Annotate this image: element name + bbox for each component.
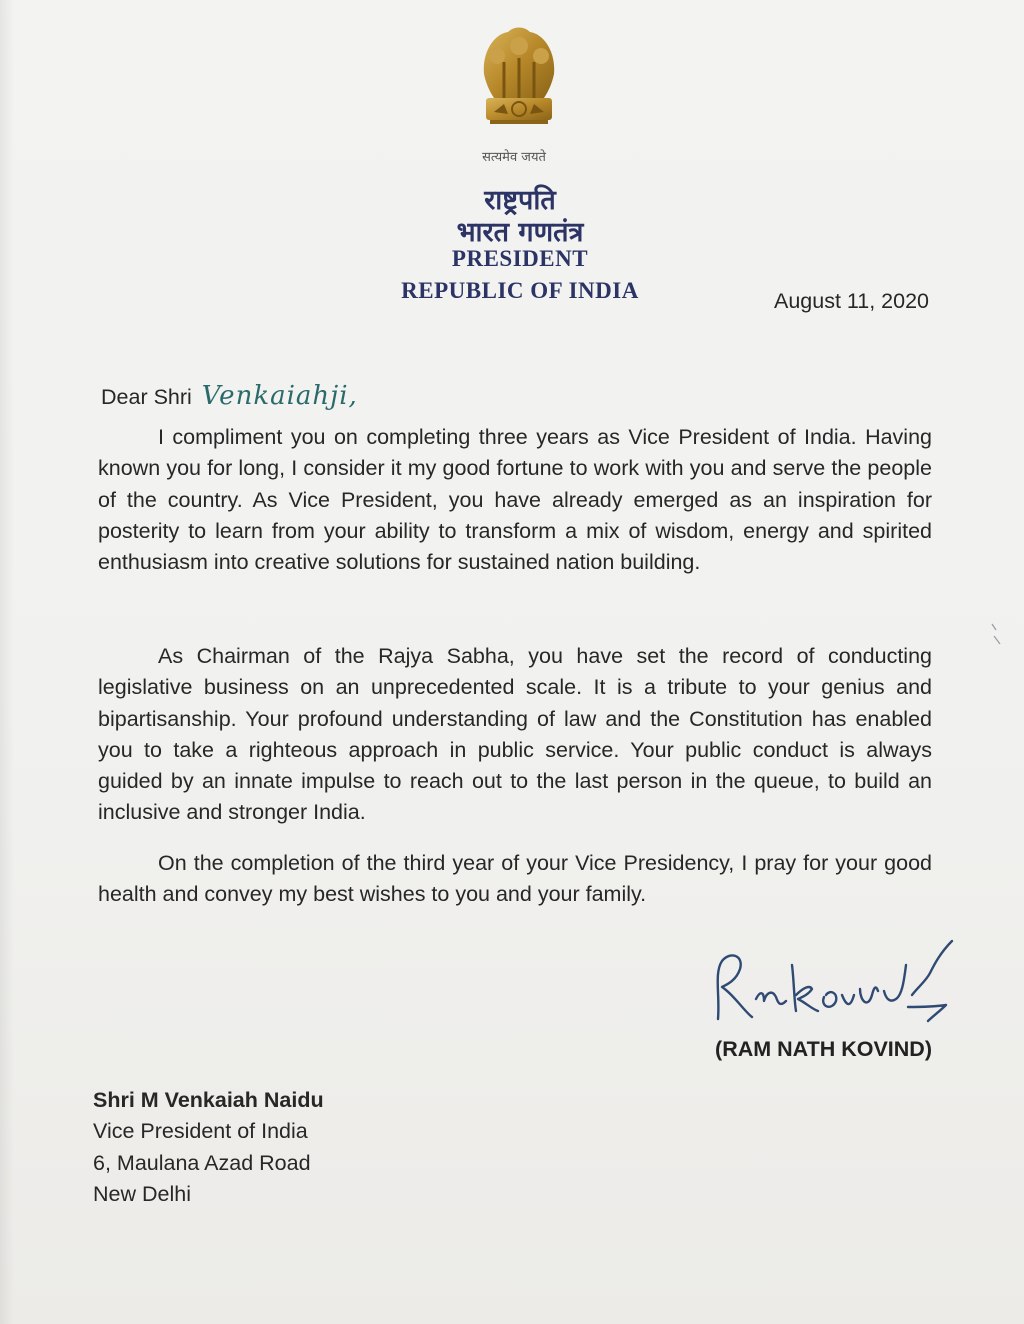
signature-icon: [700, 925, 970, 1035]
letterhead-subtitle: REPUBLIC OF INDIA: [401, 278, 639, 303]
recipient-street: 6, Maulana Azad Road: [93, 1150, 311, 1175]
letter-date: August 11, 2020: [773, 289, 929, 313]
paragraph-3: On the completion of the third year of your Vice Presidency, I pray for your good health and convey my best wishes to you and your family.: [98, 851, 932, 907]
paragraph-2: As Chairman of the Rajya Sabha, you have set the record of conducting legislative business on an unprecedented scale. It is a tribute to your genius and bipartisanship. Your profound understanding of law and the Constitution has enabled you to take a righteous approach in public service. Your public conduct is always guided by an innate impulse to reach out to the last person in the queue, to build an inclusive and stronger India.: [98, 644, 932, 825]
handwritten-addressee: Venkaiahji,: [201, 381, 358, 411]
letterhead-hindi-title: राष्ट्रपति: [484, 185, 556, 216]
recipient-city: New Delhi: [93, 1181, 191, 1206]
letterhead-title: PRESIDENT: [451, 246, 589, 271]
recipient-designation: Vice President of India: [93, 1119, 308, 1144]
page-smudge-mark: [990, 620, 1020, 660]
paragraph-1: I compliment you on completing three years as Vice President of India. Having known you for long, I consider it my good fortune to work with you and serve the people of the country. As Vice President, you have already emerged as an inspiration for posterity to learn from your ability to transform a mix of wisdom, energy and spirited enthusiasm into creative solutions for sustained nation building.: [98, 425, 932, 575]
emblem-motto: सत्यमेव जयते: [482, 150, 546, 165]
letterhead-hindi-subtitle: भारत गणतंत्र: [456, 217, 584, 248]
salutation-prefix: Dear Shri: [101, 385, 192, 409]
recipient-name: Shri M Venkaiah Naidu: [93, 1088, 324, 1112]
page-edge-shadow: [0, 0, 14, 1324]
salutation: [101, 381, 358, 413]
signatory-name: (RAM NATH KOVIND): [715, 1037, 932, 1061]
recipient-address: [93, 1085, 324, 1210]
